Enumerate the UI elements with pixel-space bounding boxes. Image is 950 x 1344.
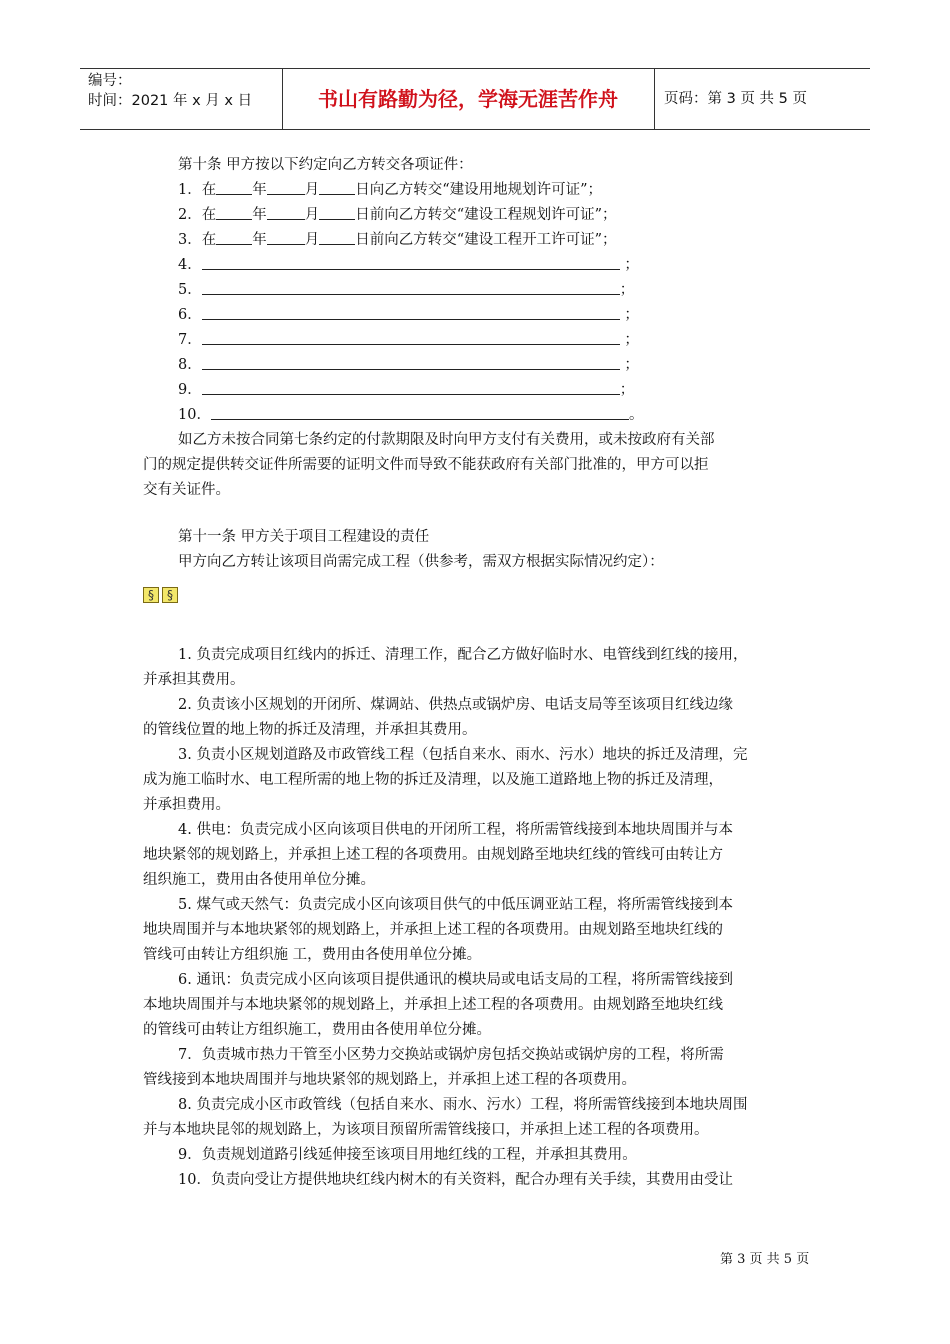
article-11-intro: 甲方向乙方转让该项目尚需完成工程（供参考，需双方根据实际情况约定）： (178, 554, 664, 570)
duty-line: 1. 负责完成项目红线内的拆迁、清理工作，配合乙方做好临时水、电管线到红线的接用， (178, 647, 748, 663)
fill-in-blank[interactable] (319, 230, 355, 245)
fill-in-blank[interactable] (267, 205, 305, 220)
duty-line: 本地块周围并与本地块紧邻的规划路上，并承担上述工程的各项费用。由规划路至地块红线 (143, 997, 723, 1013)
article-11-title: 第十一条 甲方关于项目工程建设的责任 (178, 529, 430, 545)
duty-line: 组织施工，费用由各使用单位分摊。 (143, 872, 375, 888)
item-end: ； (619, 332, 639, 348)
month-label: 月 (304, 182, 320, 198)
duty-line: 地块紧邻的规划路上，并承担上述工程的各项费用。由规划路至地块红线的管线可由转让方 (143, 847, 723, 863)
duty-line: 成为施工临时水、电工程所需的地上物的拆迁及清理，以及施工道路地上物的拆迁及清理， (143, 772, 723, 788)
year-label: 年 (252, 207, 267, 223)
item-number: 3．在 (178, 232, 217, 248)
fill-in-line[interactable] (202, 280, 620, 295)
attachment-icon[interactable]: § (143, 587, 159, 603)
fill-in-blank[interactable] (267, 230, 305, 245)
article-10-title: 第十条 甲方按以下约定向乙方转交各项证件： (178, 157, 473, 173)
header-meta (88, 71, 283, 111)
embedded-object-icons (143, 581, 811, 609)
item-number: 6． (178, 307, 202, 323)
date-item (143, 203, 811, 228)
article-10-items (143, 178, 811, 253)
fill-in-blank[interactable] (216, 205, 252, 220)
blank-item (143, 303, 811, 328)
fill-in-line[interactable] (211, 405, 629, 420)
duty-line: 9．负责规划道路引线延伸接至该项目用地红线的工程，并承担其费用。 (178, 1147, 637, 1163)
blank-item (143, 278, 811, 303)
blank-item (143, 253, 811, 278)
blank-item (143, 403, 811, 428)
item-number: 8． (178, 357, 202, 373)
blank-item (143, 328, 811, 353)
duty-line: 7．负责城市热力干管至小区势力交换站或锅炉房包括交换站或锅炉房的工程，将所需 (178, 1047, 724, 1063)
spacer (143, 503, 811, 525)
item-number: 10． (178, 407, 211, 423)
spacer (143, 609, 811, 643)
duty-line: 3. 负责小区规划道路及市政管线工程（包括自来水、雨水、污水）地块的拆迁及清理，完 (178, 747, 748, 763)
date-item (143, 178, 811, 203)
duty-line: 管线可由转让方组织施 工，费用由各使用单位分摊。 (143, 947, 482, 963)
fill-in-line[interactable] (202, 305, 620, 320)
duty-line: 8. 负责完成小区市政管线（包括自来水、雨水、污水）工程，将所需管线接到本地块周围 (178, 1097, 748, 1113)
header-page-label: 页码：第 3 页 共 5 页 (664, 91, 807, 107)
duty-line: 并承担其费用。 (143, 672, 245, 688)
date-item (143, 228, 811, 253)
fill-in-line[interactable] (202, 255, 620, 270)
duty-line: 的管线位置的地上物的拆迁及清理，并承担其费用。 (143, 722, 477, 738)
item-end: ； (619, 357, 639, 373)
blank-item (143, 353, 811, 378)
article-11-duties (143, 643, 811, 1193)
fill-in-blank[interactable] (319, 180, 355, 195)
fill-in-blank[interactable] (267, 180, 305, 195)
duty-line: 的管线可由转让方组织施工，费用由各使用单位分摊。 (143, 1022, 491, 1038)
blank-item (143, 378, 811, 403)
attachment-icon[interactable]: § (162, 587, 178, 603)
item-end: 。 (628, 407, 644, 423)
page-header (80, 68, 870, 130)
fill-in-line[interactable] (202, 330, 620, 345)
fill-in-line[interactable] (202, 380, 620, 395)
month-label: 月 (304, 232, 320, 248)
duty-line: 2. 负责该小区规划的开闭所、煤调站、供热点或锅炉房、电话支局等至该项目红线边缘 (178, 697, 733, 713)
header-motto: 书山有路勤为径，学海无涯苦作舟 (318, 87, 618, 111)
item-text: 日向乙方转交“建设用地规划许可证”； (355, 182, 603, 198)
duty-line: 并与本地块昆邻的规划路上，为该项目预留所需管线接口，并承担上述工程的各项费用。 (143, 1122, 709, 1138)
item-text: 日前向乙方转交“建设工程开工许可证”； (355, 232, 617, 248)
paragraph-line: 如乙方未按合同第七条约定的付款期限及时向甲方支付有关费用，或未按政府有关部 (178, 432, 715, 448)
duty-line: 6. 通讯：负责完成小区向该项目提供通讯的模块局或电话支局的工程，将所需管线接到 (178, 972, 733, 988)
item-number: 1．在 (178, 182, 217, 198)
year-label: 年 (252, 232, 267, 248)
duty-line: 4. 供电：负责完成小区向该项目供电的开闭所工程，将所需管线接到本地块周围并与本 (178, 822, 733, 838)
time-label: 时间：2021 年 x 月 x 日 (88, 93, 253, 109)
item-end: ； (619, 307, 639, 323)
duty-line: 地块周围并与本地块紧邻的规划路上，并承担上述工程的各项费用。由规划路至地块红线的 (143, 922, 723, 938)
fill-in-blank[interactable] (216, 230, 252, 245)
duty-line: 并承担费用。 (143, 797, 230, 813)
fill-in-line[interactable] (202, 355, 620, 370)
item-number: 9． (178, 382, 202, 398)
item-number: 5． (178, 282, 202, 298)
item-end: ； (619, 382, 635, 398)
fill-in-blank[interactable] (319, 205, 355, 220)
month-label: 月 (304, 207, 320, 223)
item-number: 7． (178, 332, 202, 348)
item-text: 日前向乙方转交“建设工程规划许可证”； (355, 207, 617, 223)
number-label: 编号： (88, 73, 132, 89)
page-footer: 第 3 页 共 5 页 (720, 1252, 810, 1267)
paragraph-line: 门的规定提供转交证件所需要的证明文件而导致不能获政府有关部门批准的，甲方可以拒 (143, 457, 709, 473)
fill-in-blank[interactable] (216, 180, 252, 195)
item-number: 4． (178, 257, 202, 273)
item-number: 2．在 (178, 207, 217, 223)
duty-line: 管线接到本地块周围并与地块紧邻的规划路上，并承担上述工程的各项费用。 (143, 1072, 636, 1088)
article-10-blank-items (143, 253, 811, 428)
year-label: 年 (252, 182, 267, 198)
item-end: ； (619, 282, 635, 298)
item-end: ； (619, 257, 639, 273)
paragraph-line: 交有关证件。 (143, 482, 230, 498)
duty-line: 5. 煤气或天然气：负责完成小区向该项目供气的中低压调亚站工程，将所需管线接到本 (178, 897, 733, 913)
duty-line: 10．负责向受让方提供地块红线内树木的有关资料，配合办理有关手续，其费用由受让 (178, 1172, 733, 1188)
header-divider (654, 69, 655, 129)
document-body (143, 153, 811, 1193)
